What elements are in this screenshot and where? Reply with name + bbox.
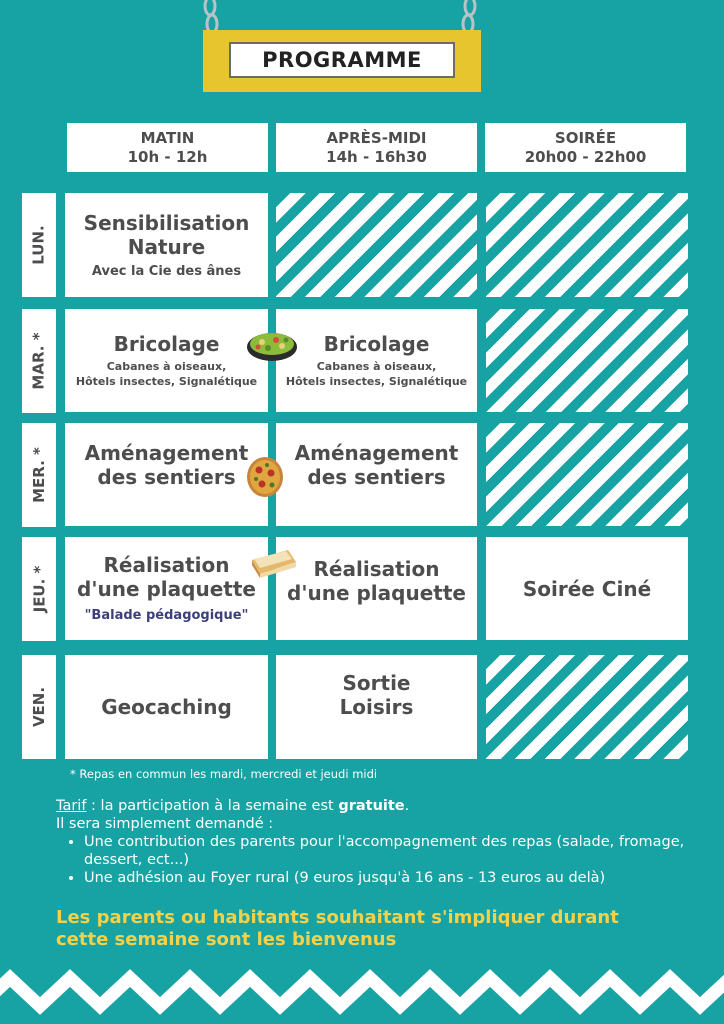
callout-line2: cette semaine sont les bienvenus xyxy=(56,929,397,950)
salad-icon xyxy=(246,327,298,363)
cell-ven-soiree-empty xyxy=(486,655,688,759)
mer-matin-title2: des sentiers xyxy=(97,465,236,489)
mar-matin-title: Bricolage xyxy=(113,332,220,356)
mar-matin-sub1: Cabanes à oiseaux, xyxy=(106,360,227,373)
header-soiree xyxy=(485,123,686,172)
header-apres-midi-time: 14h - 16h30 xyxy=(326,147,427,166)
day-ven-text: VEN. xyxy=(30,686,49,728)
cell-mar-aprem xyxy=(276,309,477,412)
tarif-emphasis: gratuite xyxy=(338,798,405,814)
cell-mar-soiree-empty xyxy=(486,309,688,412)
sandwich-icon xyxy=(248,546,298,582)
header-soiree-time: 20h00 - 22h00 xyxy=(524,147,647,166)
mar-aprem-sub1: Cabanes à oiseaux, xyxy=(316,360,437,373)
mer-aprem-title1: Aménagement xyxy=(294,441,459,465)
ven-matin-title: Geocaching xyxy=(101,695,232,719)
cell-jeu-matin xyxy=(65,537,268,640)
lun-matin-subtitle: Avec la Cie des ânes xyxy=(91,263,242,279)
day-lun-text: LUN. xyxy=(30,225,48,265)
mer-matin-title1: Aménagement xyxy=(84,441,249,465)
tarif-end: . xyxy=(404,798,410,814)
cell-lun-matin xyxy=(65,193,268,297)
day-label-lun xyxy=(22,193,56,297)
day-jeu-text: JEU. * xyxy=(30,565,48,613)
jeu-aprem-title1: Réalisation xyxy=(313,557,440,581)
day-mar-text: MAR. * xyxy=(30,332,49,390)
cell-mer-soiree-empty xyxy=(486,423,688,526)
cell-lun-aprem-empty xyxy=(276,193,477,297)
cell-ven-aprem xyxy=(276,655,477,759)
mar-matin-sub2: Hôtels insectes, Signalétique xyxy=(75,375,258,388)
tarif-bullet: • Une contribution des parents pour l'accompagnement des repas (salade, fromage, dessert, ect...) xyxy=(84,833,696,869)
cell-jeu-aprem xyxy=(276,537,477,640)
pizza-icon xyxy=(245,455,285,499)
day-label-mar xyxy=(22,309,56,413)
day-mer-text: MER. * xyxy=(30,447,48,503)
jeu-aprem-title2: d'une plaquette xyxy=(287,581,466,605)
day-label-mer xyxy=(22,423,56,527)
tarif-label: Tarif xyxy=(56,798,87,814)
cell-lun-soiree-empty xyxy=(486,193,688,297)
cell-mer-matin xyxy=(65,423,268,526)
tarif-line xyxy=(56,797,696,815)
mar-aprem-sub2: Hôtels insectes, Signalétique xyxy=(285,375,468,388)
header-apres-midi-name: APRÈS-MIDI xyxy=(326,128,427,147)
mer-aprem-title2: des sentiers xyxy=(307,465,446,489)
ven-aprem-title2: Loisirs xyxy=(339,695,414,719)
title-sign xyxy=(203,30,481,92)
cell-ven-matin xyxy=(65,655,268,759)
day-label-jeu xyxy=(22,537,56,641)
jeu-matin-title1: Réalisation xyxy=(103,553,230,577)
tarif-bullets xyxy=(56,833,696,887)
tarif-line2: Il sera simplement demandé : xyxy=(56,816,274,832)
header-apres-midi xyxy=(276,123,477,172)
tarif-text: : la participation à la semaine est xyxy=(86,798,339,814)
day-label-ven xyxy=(22,655,56,759)
footnote: * Repas en commun les mardi, mercredi et jeudi midi xyxy=(70,767,378,781)
header-matin xyxy=(67,123,268,172)
lun-matin-title1: Sensibilisation xyxy=(83,210,250,235)
mar-aprem-title: Bricolage xyxy=(323,332,430,356)
title-plate xyxy=(229,42,455,78)
cell-mar-matin xyxy=(65,309,268,412)
header-matin-name: MATIN xyxy=(140,128,195,147)
jeu-matin-quote: "Balade pédagogique" xyxy=(84,608,249,623)
callout-line1: Les parents ou habitants souhaitant s'impliquer durant xyxy=(56,907,619,928)
cell-jeu-soiree xyxy=(486,537,688,640)
header-matin-time: 10h - 12h xyxy=(127,147,208,166)
header-soiree-name: SOIRÉE xyxy=(554,128,617,147)
tarif-block xyxy=(56,797,696,887)
page-title: PROGRAMME xyxy=(262,48,422,72)
lun-matin-title2: Nature xyxy=(127,234,206,259)
ven-aprem-title1: Sortie xyxy=(342,671,411,695)
jeu-soiree-title: Soirée Ciné xyxy=(522,576,652,601)
callout xyxy=(56,907,716,951)
tarif-bullet: • Une adhésion au Foyer rural (9 euros jusqu'à 16 ans - 13 euros au delà) xyxy=(84,869,696,887)
jeu-matin-title2: d'une plaquette xyxy=(77,577,256,601)
zigzag-border xyxy=(0,966,724,1024)
cell-mer-aprem xyxy=(276,423,477,526)
